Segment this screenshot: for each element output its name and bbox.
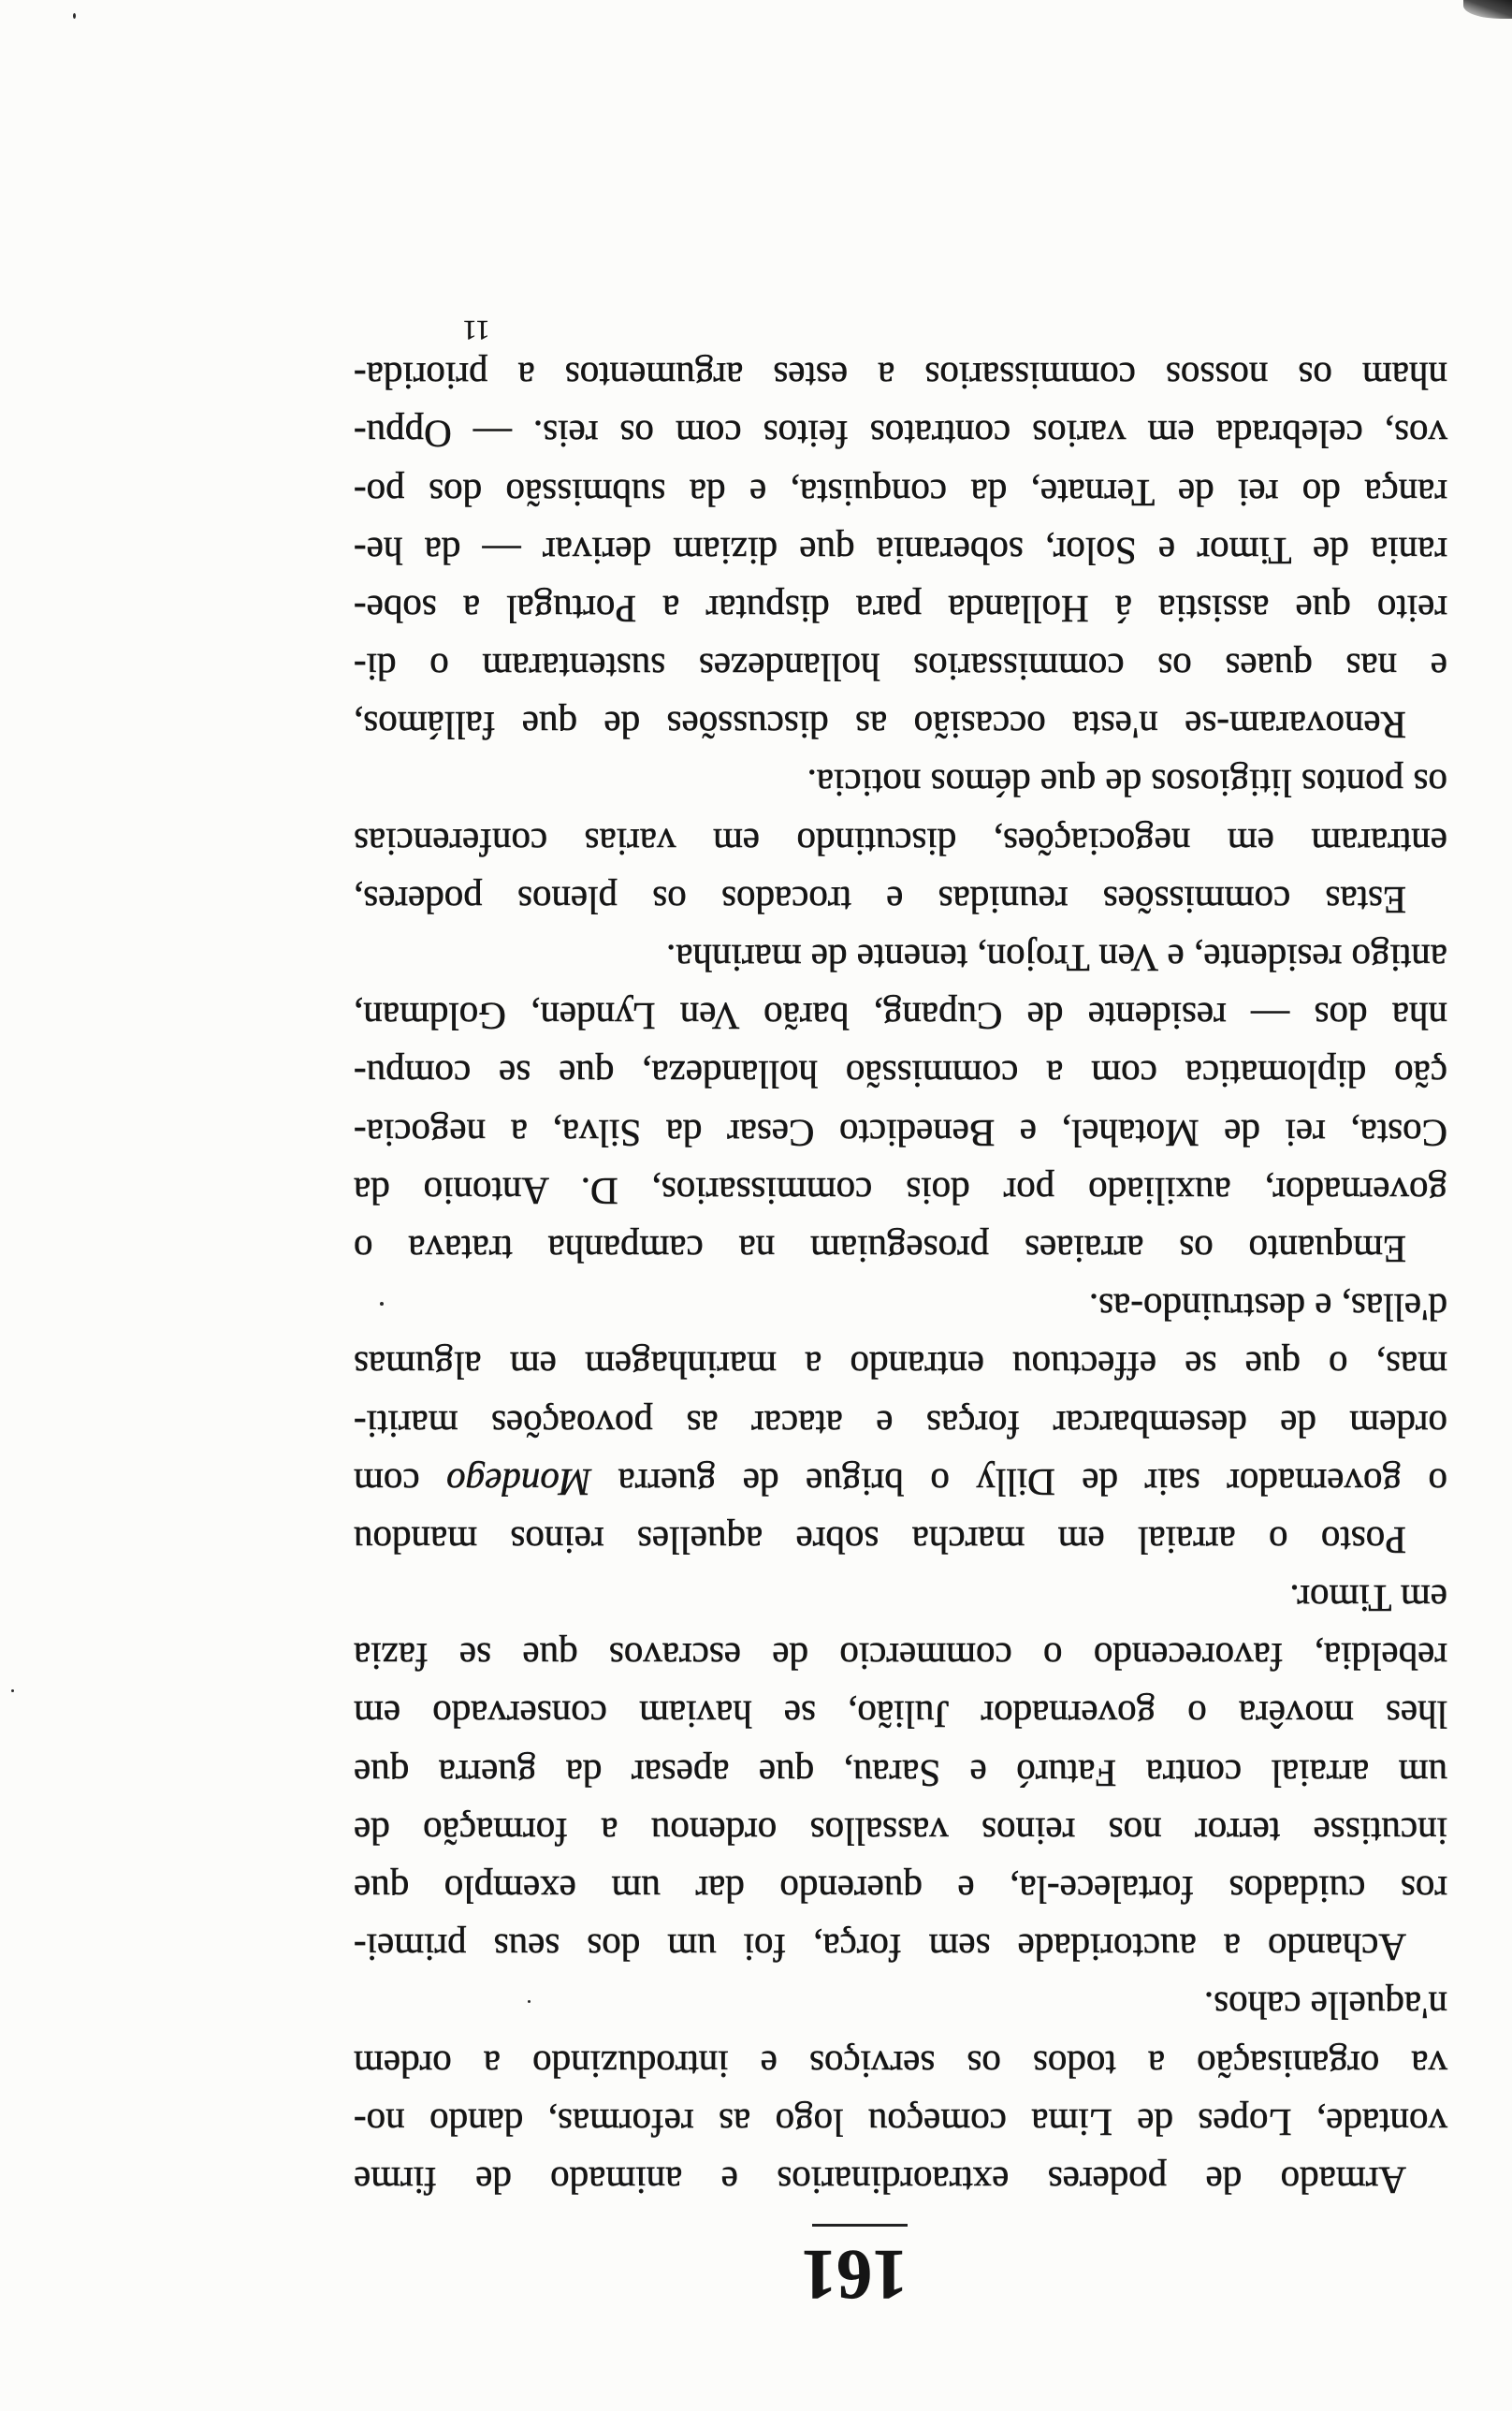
text-line: entraram em negociações, discutindo em varias conferencias [354,820,1447,864]
ship-name-italic: Mondego [446,1460,591,1504]
text-line: vontade, Lopes de Lima começou logo as reformas, dando no- [354,2100,1447,2144]
text-line: d'ellas, e destruindo-as. [1088,1286,1447,1330]
text-line: antigo residente, e Ven Trojon, tenente de marinha. [666,937,1447,981]
body-text [354,347,1447,2210]
text-line: vos, celebrada em varios contratos feitos com os reis. — Oppu- [354,413,1447,457]
text-line: incutisse terror nos reinos vassallos ordenou a formação de [354,1809,1447,1853]
text-line: mas, o que se effectuou entrando a marinhagem em algumas [354,1344,1447,1388]
text-line: Renovaram-se n'esta occasião as discussões de que fallámos, [354,704,1406,748]
text-line: Posto o arraial em marcha sobre aquelles reinos mandou [354,1518,1406,1562]
text-line: nha dos — residente de Cupang, barão Ven Lynden, Goldman, [354,995,1447,1039]
text-line: lhes movêra o governador Julião, se haviam conservado em [354,1693,1447,1737]
text-line: ção diplomatica com a commissão hollandeza, que se compu- [354,1053,1447,1097]
text-line: Achando a auctoridade sem força, foi um dos seus primei- [354,1926,1406,1970]
text-line: Costa, rei de Motahel, e Benedicto Cesar da Silva, a negocia- [354,1111,1447,1155]
paragraph [354,1977,1447,2210]
text-segment: o governador sair de Dilly o brigue de guerra [591,1460,1447,1504]
text-line: e nas quaes os commissarios hollandezes sustentaram o di- [354,646,1447,690]
text-line: Estas commissões reunidas e trocados os plenos poderes, [354,878,1406,922]
paragraph [354,347,1447,754]
text-line: um arraial contra Faturó e Sarau, que apesar da guerra que [354,1751,1447,1795]
text-line: em Timor. [1289,1577,1447,1621]
text-line [354,1454,1447,1512]
page-number: 161 [801,2235,908,2314]
text-line: rança do rei de Ternate, da conquista, e da submissão dos po- [354,471,1447,515]
text-line: os pontos litigiosos de que démos noticia. [807,762,1447,806]
text-line: Emquanto os arraiaes proseguiam na campanha tratava o [354,1228,1406,1271]
text-line: ros cuidados fortalece-la, e querendo dar um exemplo que [354,1868,1447,1912]
paragraph [354,1570,1447,1977]
text-line: governador, auxiliado por dois commissarios, D. Antonio da [354,1169,1447,1213]
text-line: rebeldia, favorecendo o commercio de escravos que se fazia [354,1635,1447,1679]
paragraph [354,1279,1447,1570]
text-line: rania de Timor e Solor, soberania que diziam derivar — da he- [354,529,1447,573]
text-segment: com [354,1460,447,1504]
header-rule [812,2224,908,2227]
paragraph [354,929,1447,1279]
text-line: n'aquelle cahos. [1203,1984,1447,2028]
paragraph [354,754,1447,929]
text-line: Armado de poderes extraordinarios e animado de firme [354,2159,1406,2202]
text-line: reito que assistia á Hollanda para disputar a Portugal a sobe- [354,587,1447,631]
text-line: va organisação a todos os serviços e introduzindo a ordem [354,2042,1447,2086]
text-line: nham os nossos commissarios a estes argumentos a priorida- [354,355,1447,399]
signature-mark: 11 [462,314,490,345]
text-line: ordem de desembarcar forças e atacar as povoações mariti- [354,1402,1447,1446]
